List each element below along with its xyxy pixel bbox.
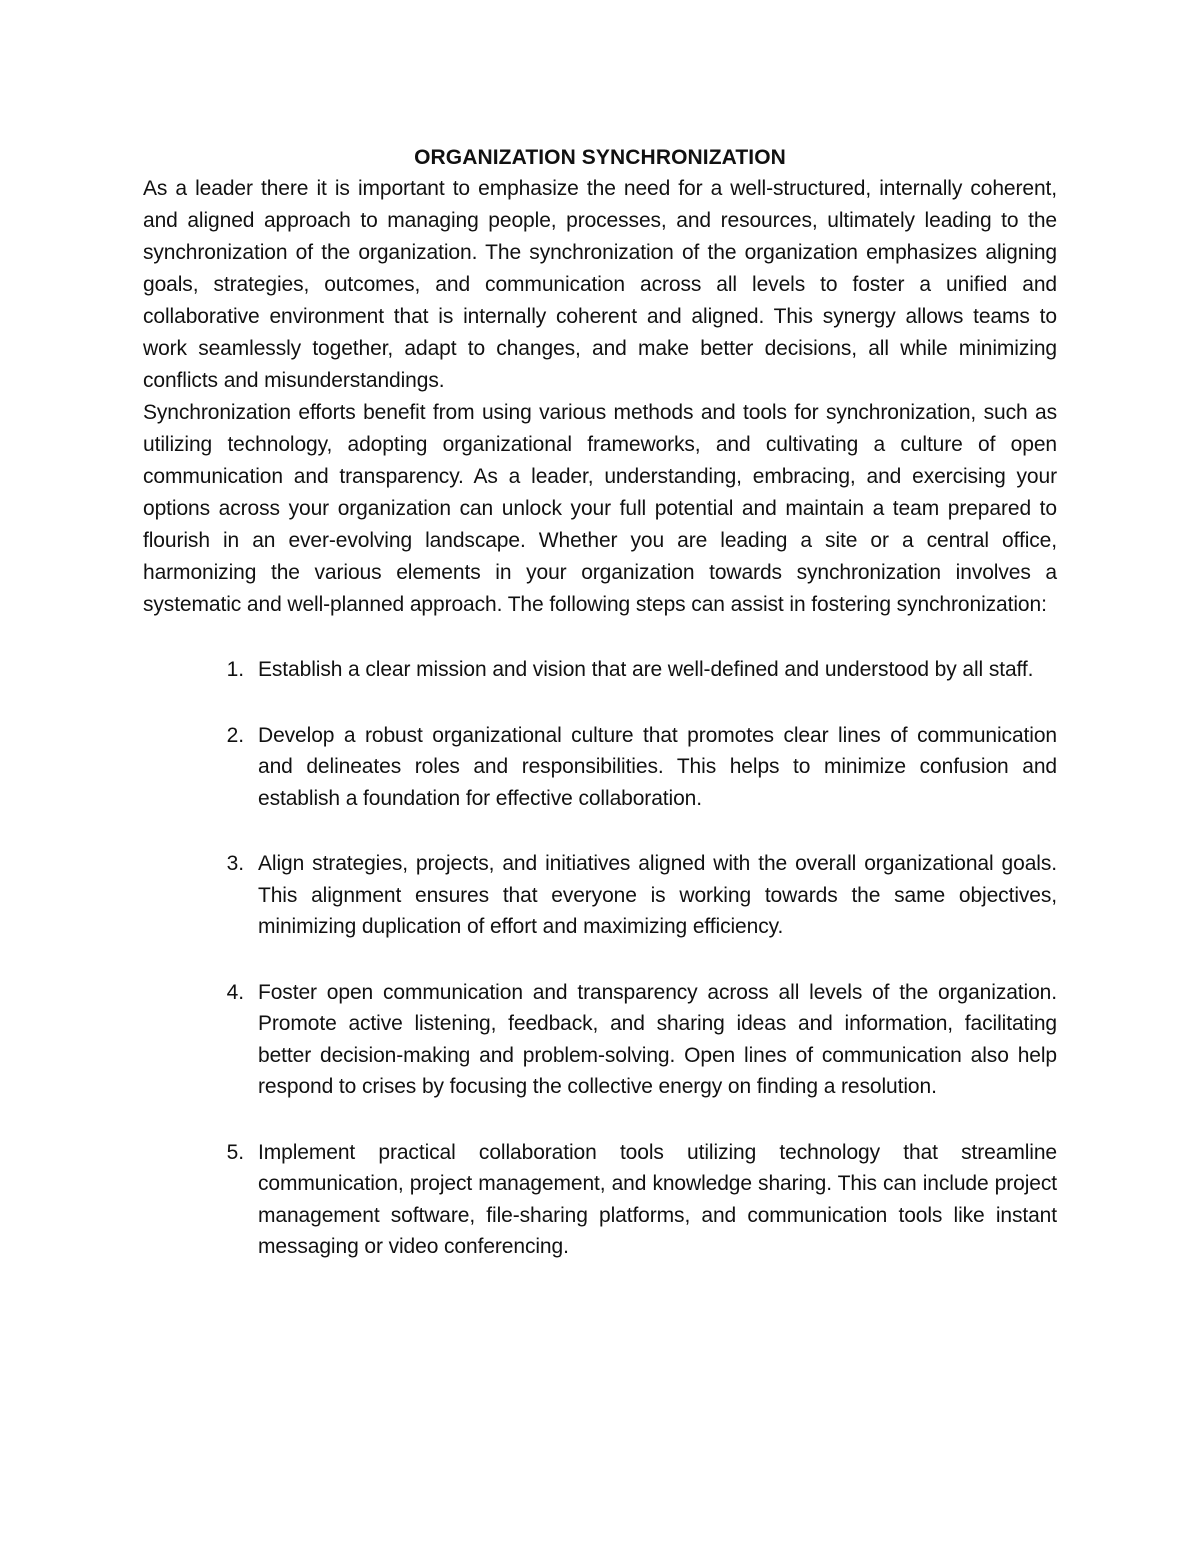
list-item xyxy=(143,1137,1057,1263)
list-item-text: Establish a clear mission and vision that are well-defined and understood by all staff. xyxy=(258,658,1034,681)
list-item xyxy=(143,720,1057,815)
list-item-text: Align strategies, projects, and initiatives aligned with the overall organizational goals. This alignment ensures that everyone is working towards the same objectives, minimizing duplication of effort and maximizing efficiency. xyxy=(258,852,1057,938)
steps-list xyxy=(143,654,1057,1263)
list-item xyxy=(143,977,1057,1103)
list-item-text: Foster open communication and transparency across all levels of the organization. Promote active listening, feedback, and sharing ideas and information, facilitating better decision-making and problem-solving. Open lines of communication also help respond to crises by focusing the collective energy on finding a resolution. xyxy=(258,980,1057,1098)
document-title: ORGANIZATION SYNCHRONIZATION xyxy=(414,146,786,169)
list-item-number: 2. xyxy=(226,723,244,747)
list-item-number: 5. xyxy=(226,1140,244,1164)
list-item-number: 1. xyxy=(226,658,244,681)
list-item xyxy=(143,848,1057,943)
list-item-text: Implement practical collaboration tools utilizing technology that streamline communication, project management, and knowledge sharing. This can include project management software, file-sharing platforms, and communication tools like instant messaging or video conferencing. xyxy=(258,1140,1057,1258)
methods-paragraph: Synchronization efforts benefit from using various methods and tools for synchronization, such as utilizing technology, adopting organizational frameworks, and cultivating a culture of open communication and transparency. As a leader, understanding, embracing, and exercising your options across your organization can unlock your full potential and maintain a team prepared to flourish in an ever-evolving landscape. Whether you are leading a site or a central office, harmonizing the various elements in your organization towards synchronization involves a systematic and well-planned approach. The following steps can assist in fostering synchronization: xyxy=(143,401,1057,616)
list-item-text: Develop a robust organizational culture that promotes clear lines of communication and delineates roles and responsibilities. This helps to minimize confusion and establish a foundation for effective collaboration. xyxy=(258,723,1057,810)
list-item-number: 3. xyxy=(226,852,244,875)
document-page xyxy=(143,143,1057,1297)
list-item xyxy=(143,654,1057,686)
intro-paragraph: As a leader there it is important to emphasize the need for a well-structured, internally coherent, and aligned approach to managing people, processes, and resources, ultimately leading to the synchronization of the organization. The synchronization of the organization emphasizes aligning goals, strategies, outcomes, and communication across all levels to foster a unified and collaborative environment that is internally coherent and aligned. This synergy allows teams to work seamlessly together, adapt to changes, and make better decisions, all while minimizing conflicts and misunderstandings. xyxy=(143,177,1057,392)
list-item-number: 4. xyxy=(226,980,244,1004)
